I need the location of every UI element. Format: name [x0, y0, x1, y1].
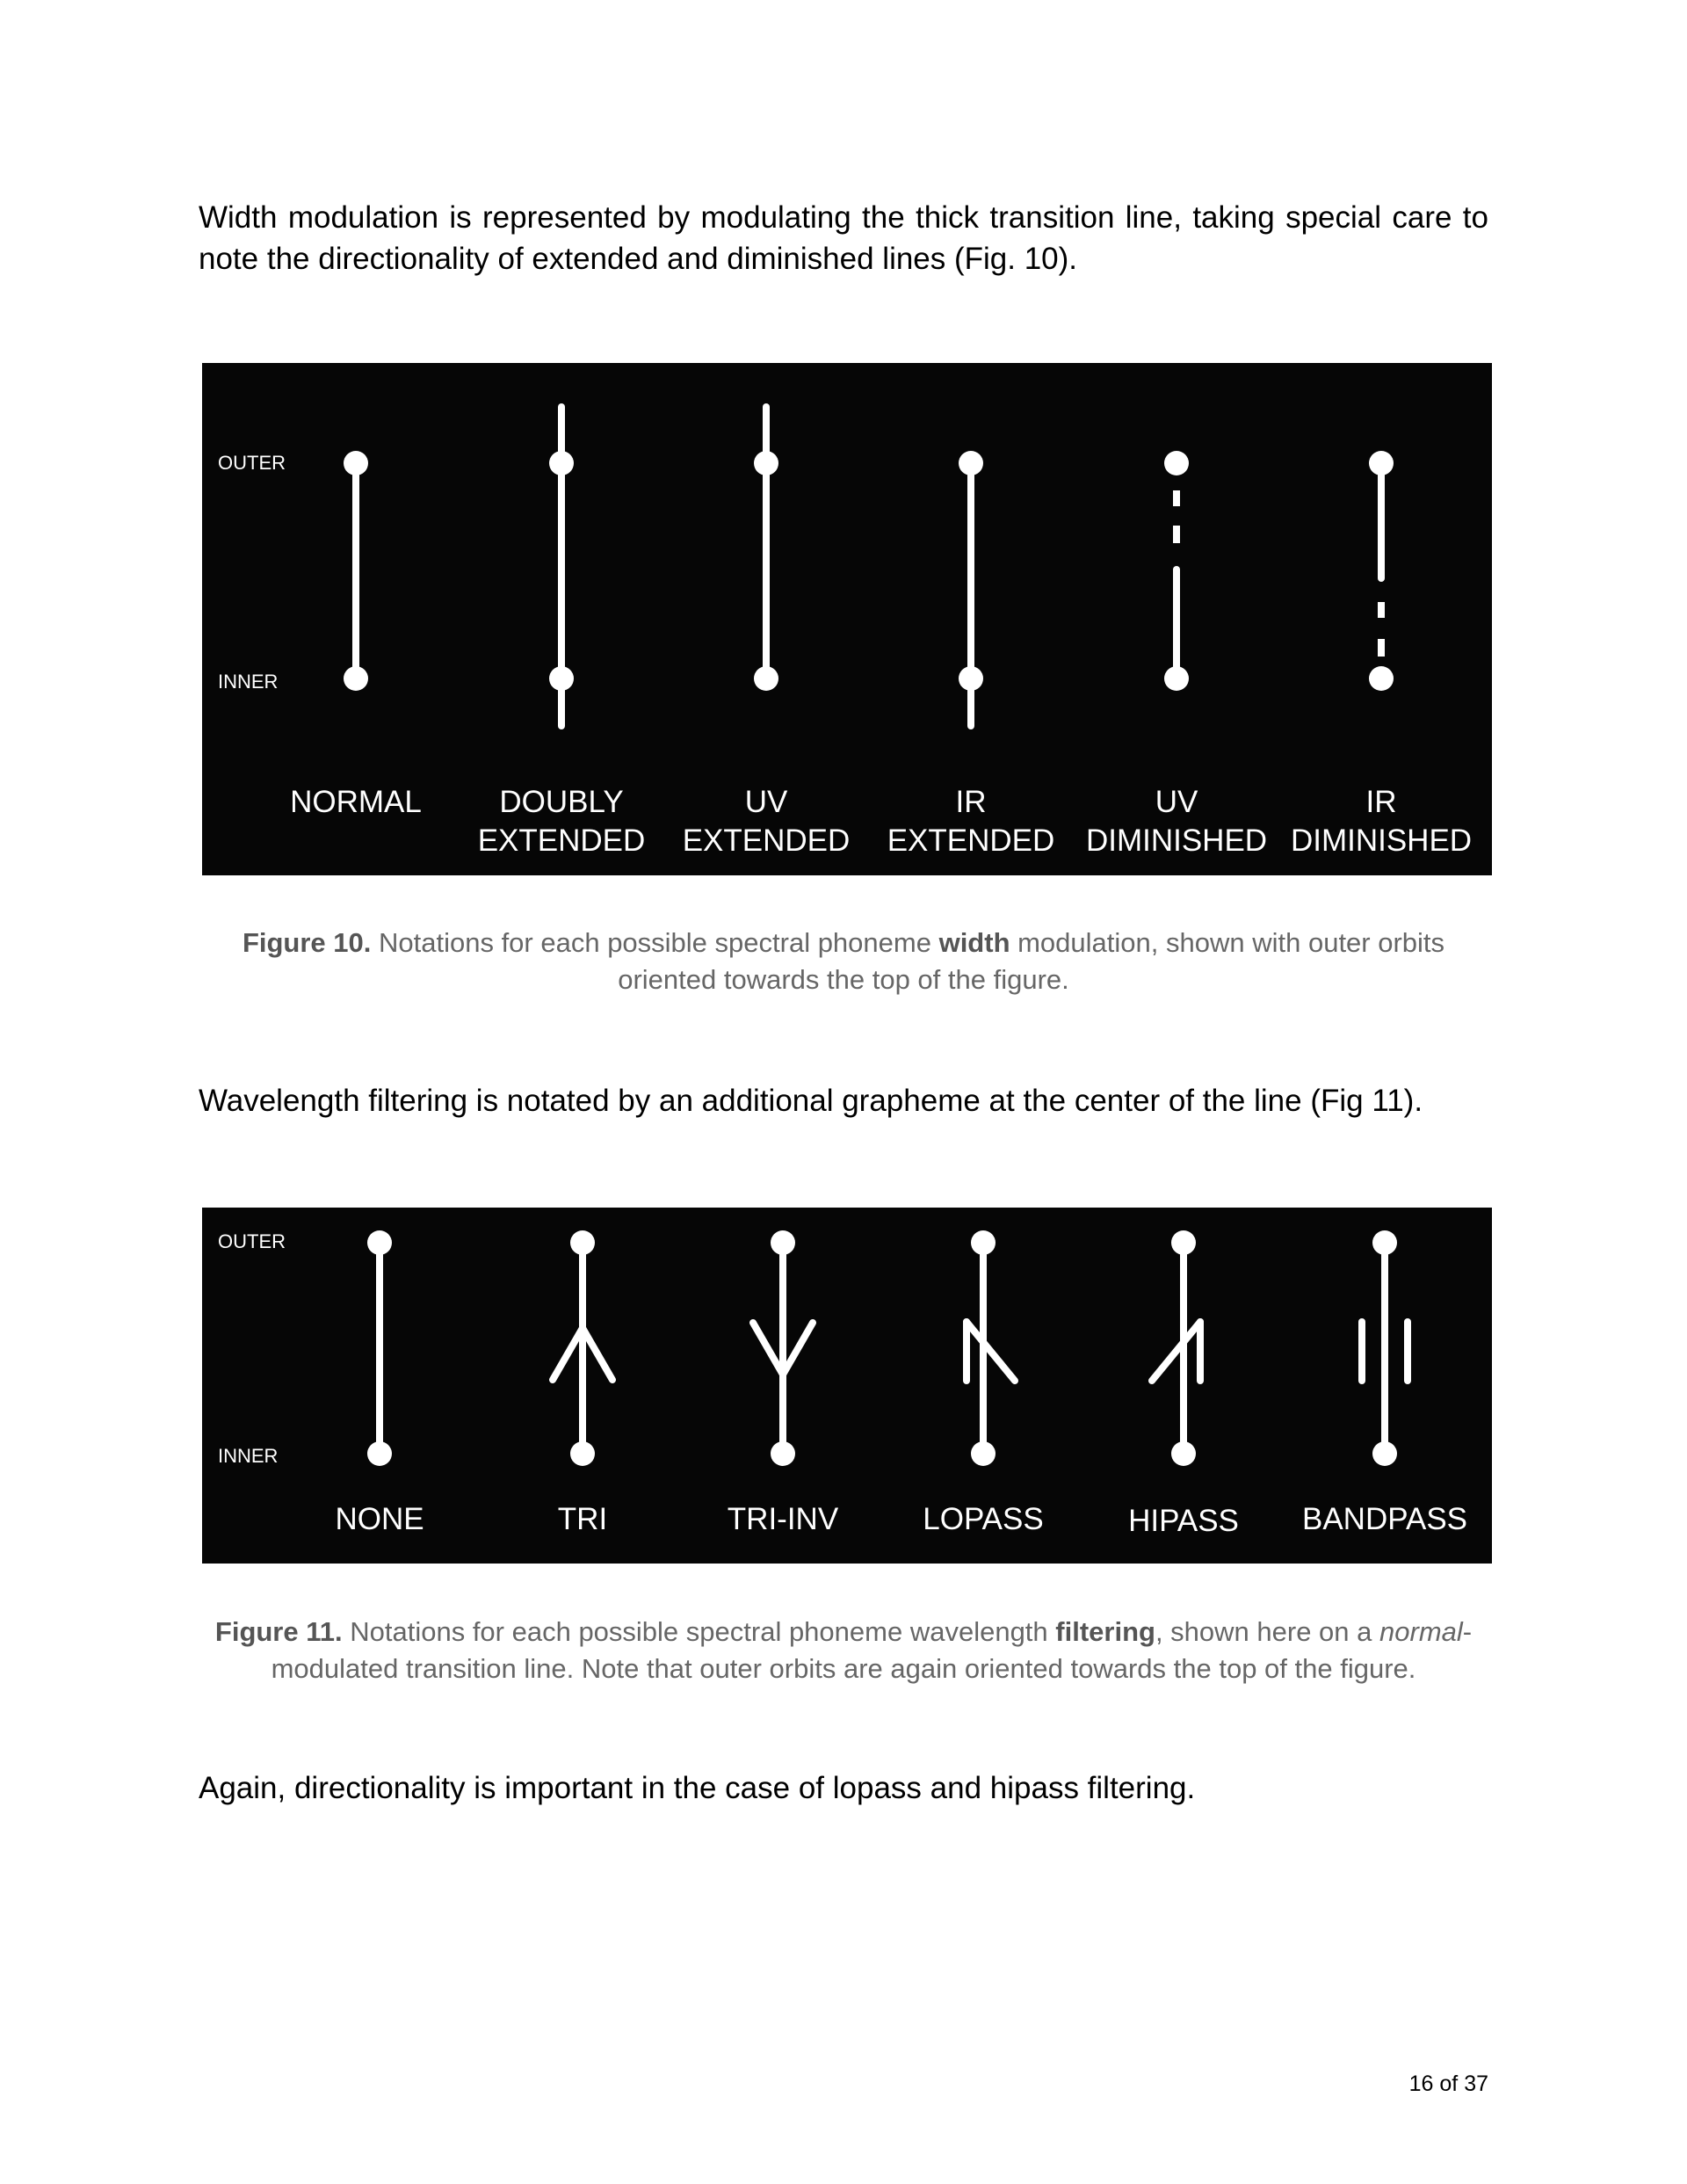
- figure-10-caption: [199, 925, 1488, 998]
- label-none: NONE: [335, 1502, 424, 1536]
- figure-10-diagram: [202, 363, 1492, 875]
- glyph-normal: [344, 451, 368, 691]
- figure-10-width-modulation: [202, 363, 1492, 875]
- figure-10-caption-post: modulation, shown with outer orbits oriented towards the top of the figure.: [618, 927, 1445, 995]
- glyph-doubly-extended: [549, 407, 574, 726]
- glyph-uv-diminished: [1164, 451, 1189, 691]
- label-uv-diminished-line1: UV: [1155, 785, 1198, 819]
- glyph-hipass: [1152, 1230, 1200, 1466]
- page-number: 16 of 37: [1408, 2072, 1488, 2096]
- label-ir-diminished-line2: DIMINISHED: [1290, 824, 1473, 858]
- figure-11-caption-post: -modulated transition line. Note that outer orbits are again oriented towards the top of the figure.: [271, 1616, 1473, 1684]
- glyph-tri: [553, 1230, 612, 1466]
- label-uv-extended-line2: EXTENDED: [682, 824, 851, 858]
- glyph-ir-diminished: [1369, 451, 1394, 691]
- filtering-paragraph: Wavelength filtering is notated by an additional grapheme at the center of the line (Fig 11).: [199, 1084, 1423, 1118]
- figure-10-caption-pre: Notations for each possible spectral phoneme: [371, 927, 939, 958]
- figure-11-caption-mid: , shown here on a: [1155, 1616, 1380, 1647]
- label-ir-extended-line2: EXTENDED: [887, 824, 1055, 858]
- figure-11-wavelength-filtering: [202, 1208, 1492, 1564]
- glyph-none: [367, 1230, 392, 1466]
- glyph-lopass: [967, 1230, 1015, 1466]
- glyph-tri-inv: [753, 1230, 813, 1466]
- outer-label: OUTER: [218, 1230, 286, 1252]
- figure-10-caption-bold: width: [938, 927, 1010, 958]
- figure-11-caption-bold: filtering: [1055, 1616, 1155, 1647]
- label-bandpass: BANDPASS: [1301, 1502, 1468, 1536]
- label-lopass: LOPASS: [923, 1502, 1044, 1536]
- figure-11-caption-label: Figure 11.: [214, 1616, 343, 1647]
- label-uv-extended-line1: UV: [744, 785, 788, 819]
- label-tri: TRI: [557, 1502, 608, 1536]
- glyph-bandpass: [1362, 1230, 1408, 1466]
- intro-paragraph: Width modulation is represented by modulating the thick transition line, taking special care to note the directionality of extended and diminished lines (Fig. 10).: [199, 200, 1488, 276]
- figure-11-caption-pre: Notations for each possible spectral phoneme wavelength: [342, 1616, 1056, 1647]
- label-normal: NORMAL: [290, 785, 422, 819]
- label-ir-extended-line1: IR: [955, 785, 987, 819]
- figure-11-diagram: [202, 1208, 1492, 1564]
- label-uv-diminished-line2: DIMINISHED: [1085, 824, 1268, 858]
- figure-10-caption-label: Figure 10.: [242, 927, 372, 958]
- glyph-ir-extended: [959, 451, 983, 726]
- glyph-uv-extended: [754, 407, 778, 691]
- label-doubly-extended-line2: EXTENDED: [477, 824, 646, 858]
- label-hipass: HIPASS: [1128, 1504, 1239, 1538]
- inner-label: INNER: [218, 1445, 279, 1467]
- directionality-paragraph: Again, directionality is important in the case of lopass and hipass filtering.: [199, 1771, 1196, 1805]
- label-ir-diminished-line1: IR: [1365, 785, 1397, 819]
- inner-label: INNER: [218, 671, 279, 693]
- label-doubly-extended-line1: DOUBLY: [499, 785, 624, 819]
- figure-11-caption: [199, 1614, 1488, 1687]
- figure-11-caption-italic: normal: [1379, 1616, 1463, 1647]
- outer-label: OUTER: [218, 452, 286, 474]
- label-tri-inv: TRI-INV: [727, 1502, 839, 1536]
